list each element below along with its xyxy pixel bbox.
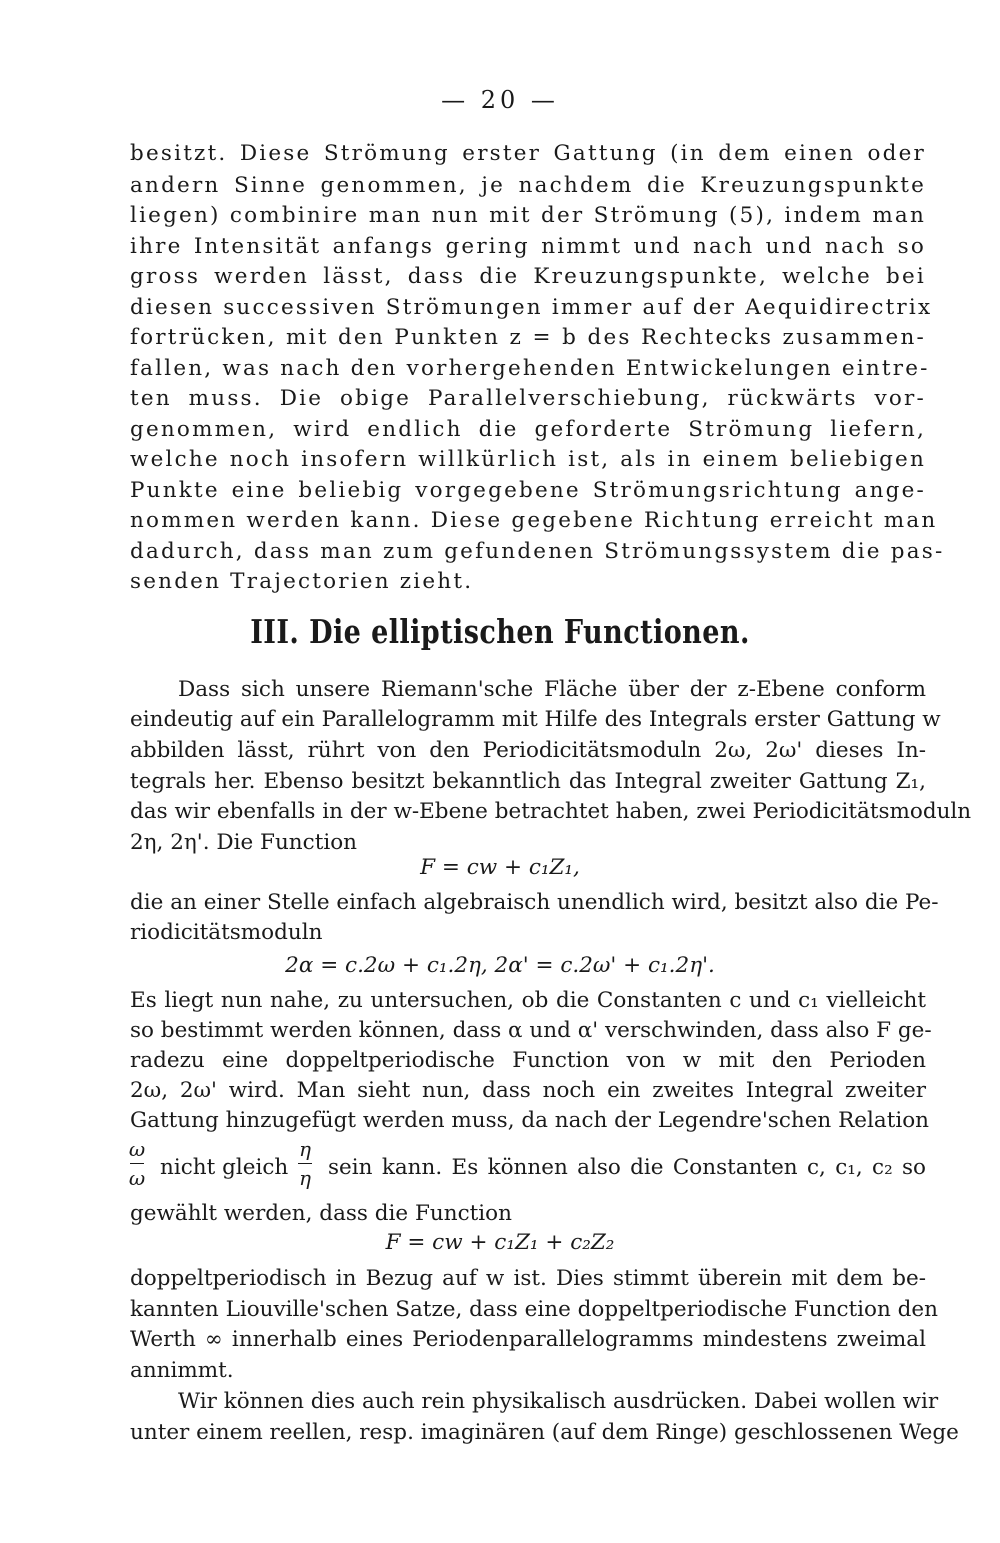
text-line: so bestimmt werden können, dass α und α' verschwinden, dass also F ge- bbox=[130, 1018, 932, 1043]
fraction-numerator: η bbox=[299, 1137, 311, 1161]
text-line: nicht gleich bbox=[160, 1155, 289, 1180]
text-line: Gattung hinzugefügt werden muss, da nach der Legendre'schen Relation bbox=[130, 1108, 930, 1133]
text-line: tegrals her. Ebenso besitzt bekanntlich das Integral zweiter Gattung Z₁, bbox=[130, 769, 926, 794]
equation: 2α = c.2ω + c₁.2η, 2α' = c.2ω' + c₁.2η'. bbox=[285, 953, 715, 978]
text-line: welche noch insofern willkürlich ist, als in einem beliebigen bbox=[130, 447, 926, 472]
text-line: ten muss. Die obige Parallelverschiebung, rückwärts vor- bbox=[130, 386, 926, 411]
text-line: sein kann. Es können also die Constanten c, c₁, c₂ so bbox=[328, 1155, 926, 1180]
fraction-denominator: ω bbox=[128, 1166, 146, 1190]
fraction-numerator: ω bbox=[128, 1137, 146, 1161]
text-line: eindeutig auf ein Parallelogramm mit Hilfe des Integrals erster Gattung w bbox=[130, 707, 941, 732]
text-line: die an einer Stelle einfach algebraisch unendlich wird, besitzt also die Pe- bbox=[130, 890, 939, 915]
text-line: 2ω, 2ω' wird. Man sieht nun, dass noch ein zweites Integral zweiter bbox=[130, 1078, 926, 1103]
text-line: senden Trajectorien zieht. bbox=[130, 569, 474, 594]
text-line: unter einem reellen, resp. imaginären (auf dem Ringe) geschlossenen Wege bbox=[130, 1420, 959, 1445]
text-line: fortrücken, mit den Punkten z = b des Rechtecks zusammen- bbox=[130, 325, 926, 350]
fraction-denominator: η bbox=[299, 1166, 311, 1190]
text-line: nommen werden kann. Diese gegebene Richtung erreicht man bbox=[130, 508, 938, 533]
text-line: Es liegt nun nahe, zu untersuchen, ob die Constanten c und c₁ vielleicht bbox=[130, 988, 926, 1013]
text-line: liegen) combinire man nun mit der Strömung (5), indem man bbox=[130, 203, 926, 228]
text-line: gross werden lässt, dass die Kreuzungspunkte, welche bei bbox=[130, 264, 926, 289]
text-line: riodicitätsmoduln bbox=[130, 920, 323, 945]
text-line: doppeltperiodisch in Bezug auf w ist. Dies stimmt überein mit dem be- bbox=[130, 1266, 926, 1291]
text-line: ihre Intensität anfangs gering nimmt und nach und nach so bbox=[130, 234, 926, 259]
section-heading: III. Die elliptischen Functionen. bbox=[250, 612, 750, 651]
text-line: kannten Liouville'schen Satze, dass eine doppeltperiodische Function den bbox=[130, 1297, 938, 1322]
text-line: 2η, 2η'. Die Function bbox=[130, 830, 357, 855]
text-line: annimmt. bbox=[130, 1358, 234, 1383]
text-line: Dass sich unsere Riemann'sche Fläche über der z-Ebene conform bbox=[178, 677, 926, 702]
text-line: fallen, was nach den vorhergehenden Entwickelungen eintre- bbox=[130, 356, 930, 381]
text-line: radezu eine doppeltperiodische Function von w mit den Perioden bbox=[130, 1048, 926, 1073]
text-line: abbilden lässt, rührt von den Periodicitätsmoduln 2ω, 2ω' dieses In- bbox=[130, 738, 926, 763]
text-line: diesen successiven Strömungen immer auf der Aequidirectrix bbox=[130, 295, 933, 320]
text-line: Werth ∞ innerhalb eines Periodenparallelogramms mindestens zweimal bbox=[130, 1327, 926, 1352]
text-line: Punkte eine beliebig vorgegebene Strömungsrichtung ange- bbox=[130, 478, 926, 503]
text-line: genommen, wird endlich die geforderte Strömung liefern, bbox=[130, 417, 926, 442]
text-line: das wir ebenfalls in der w-Ebene betrachtet haben, zwei Periodicitätsmoduln bbox=[130, 799, 972, 824]
text-line: andern Sinne genommen, je nachdem die Kreuzungspunkte bbox=[130, 173, 926, 198]
text-line: besitzt. Diese Strömung erster Gattung (in dem einen oder bbox=[130, 141, 926, 166]
text-line: dadurch, dass man zum gefundenen Strömungssystem die pas- bbox=[130, 539, 945, 564]
page-number: — 20 — bbox=[441, 86, 559, 114]
text-line: gewählt werden, dass die Function bbox=[130, 1201, 512, 1226]
text-line: Wir können dies auch rein physikalisch ausdrücken. Dabei wollen wir bbox=[178, 1389, 939, 1414]
fraction-omega bbox=[128, 1137, 146, 1190]
equation: F = cw + c₁Z₁ + c₂Z₂ bbox=[385, 1230, 615, 1255]
fraction-eta bbox=[296, 1137, 314, 1190]
equation: F = cw + c₁Z₁, bbox=[420, 855, 580, 880]
